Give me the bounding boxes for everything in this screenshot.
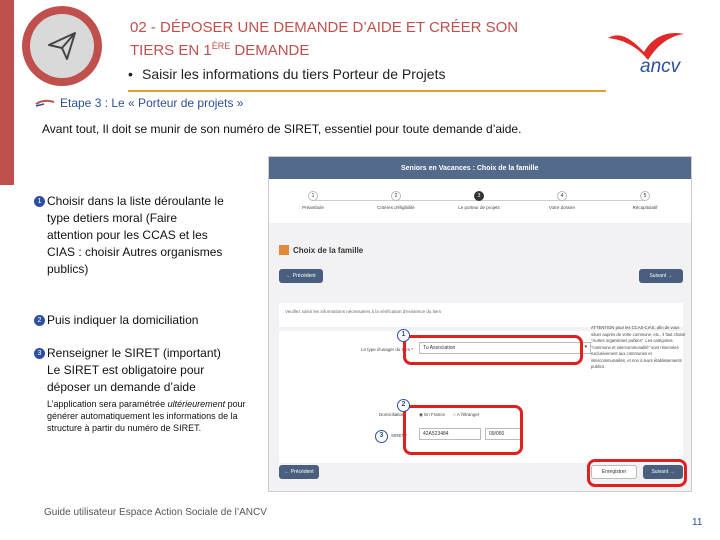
- footer-text: Guide utilisateur Espace Action Sociale de l’ANCV: [44, 507, 267, 518]
- wizard-step[interactable]: 5 Récapitulatif: [632, 193, 658, 210]
- card-title: Choix de la famille: [279, 245, 363, 255]
- bottom-previous-button[interactable]: ← Précédent: [279, 465, 319, 479]
- previous-button[interactable]: ← Précédent: [279, 269, 323, 283]
- step-heading: Etape 3 : Le « Porteur de projets »: [34, 96, 243, 110]
- instruction-3: 3 Renseigner le SIRET (important) Le SIRET est obligatoire pour déposer un demande d’aide: [34, 345, 221, 396]
- instruction-2: 2 Puis indiquer la domiciliation: [34, 312, 198, 329]
- siret-input[interactable]: 42A523484: [419, 428, 481, 440]
- page-number: 11: [692, 517, 703, 528]
- embedded-screenshot: [268, 156, 692, 492]
- divider: [128, 90, 606, 92]
- left-accent-bar: [0, 0, 14, 185]
- type-select[interactable]: Tu Association ▾: [419, 342, 591, 354]
- wizard-step-active[interactable]: 3 Le porteur de projets: [458, 193, 500, 210]
- instruction-1: 1 Choisir dans la liste déroulante le type detiers moral (Faire attention pour les CCAS et les CIAS : choisir Autres organismes publics): [34, 193, 224, 278]
- page-title: 02 - DÉPOSER UNE DEMANDE D’AIDE ET CRÉER SON TIERS EN 1ÈRE DEMANDE: [130, 19, 519, 59]
- next-button[interactable]: Suivant →: [639, 269, 683, 283]
- siret-input-suffix[interactable]: 09/050: [485, 428, 521, 440]
- wizard-step[interactable]: 4 Votre dossier: [548, 193, 576, 210]
- save-button[interactable]: Enregistrer: [591, 465, 637, 479]
- subtitle-bullet: • Saisir les informations du tiers Porteur de Projets: [128, 66, 446, 82]
- highlight-type: [403, 335, 583, 365]
- step-number-icon: 3: [34, 348, 45, 359]
- arrow-icon: [34, 98, 56, 108]
- wizard-steps: [269, 179, 691, 223]
- logo-text: ancv: [640, 56, 681, 77]
- radio-etranger[interactable]: ○ A l'étranger: [453, 412, 480, 417]
- wizard-step[interactable]: 2 Critères d'éligibilité: [377, 193, 415, 210]
- type-label: Le type d'usager du tiers *: [361, 347, 414, 352]
- chevron-down-icon: ▾: [584, 344, 587, 350]
- section-badge: [22, 6, 102, 86]
- intro-text: Avant tout, Il doit se munir de son numéro de SIRET, essentiel pour toute demande d’aide.: [42, 122, 522, 136]
- radio-icon: ○: [453, 412, 456, 417]
- paper-plane-icon: [45, 29, 79, 63]
- highlight-siret: [403, 405, 523, 455]
- info-text: ATTENTION pour les CCAS-CIAS, afin de vous situer auprès de votre commune, etc., il faut choisir "Autres organismes publics". Les catégories "commune et intercommunalité" sont réservées exclusivement aux communes et intercommunalités, et non à leurs établissements publics.: [591, 325, 686, 369]
- screenshot-header: Seniors en Vacances : Choix de la famille: [269, 157, 691, 179]
- note-text: L’application sera paramétrée ultérieurement pour générer automatiquement les informations de la structure à partir du numéro de SIRET.: [47, 399, 246, 433]
- step-number-icon: 1: [34, 196, 45, 207]
- notice-text: Veuillez saisir les informations nécessaires à la vérification d'existence du tiers: [279, 303, 683, 327]
- wizard-step[interactable]: 1 Préambule: [302, 193, 324, 210]
- radio-france[interactable]: ◉ En France: [419, 412, 445, 417]
- marker-3: 3: [375, 430, 388, 443]
- highlight-buttons: [587, 459, 687, 487]
- radio-checked-icon: ◉: [419, 412, 423, 417]
- siret-label: SIRET *: [391, 433, 408, 438]
- step-number-icon: 2: [34, 315, 45, 326]
- domiciliation-label: Domiciliation: [379, 412, 405, 417]
- marker-1: 1: [397, 329, 410, 342]
- marker-2: 2: [397, 399, 410, 412]
- bottom-next-button[interactable]: Suivant →: [643, 465, 683, 479]
